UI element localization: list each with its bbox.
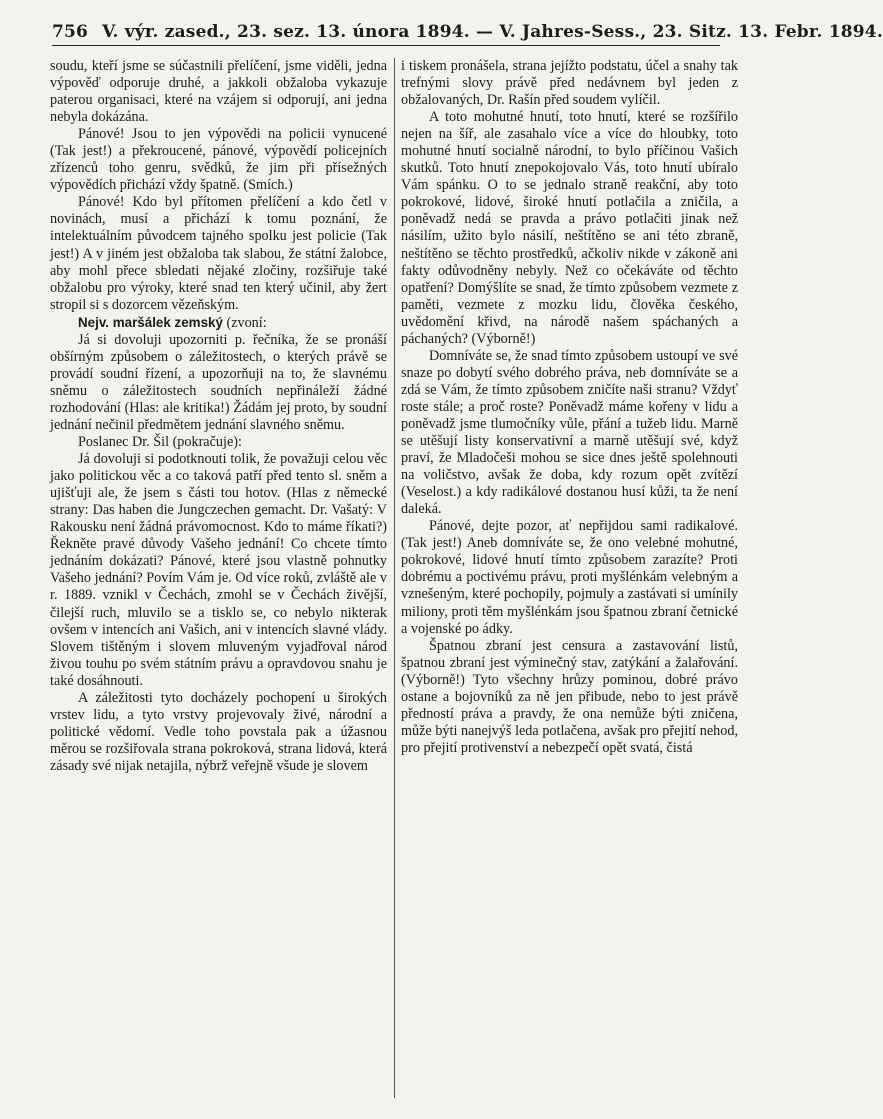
speaker-name: Nejv. maršálek zemský [78,314,223,330]
paragraph: Já dovoluji si podotknouti tolik, že považuji celou věc jako politickou věc a co taková patří před tento sl. sněm a ujišťuji ale, že jsem s části tou hotov. (Hlas z německé strany: Das haben die Jungczechen gemacht. Dr. Vašatý: V Rakousku není žádná právomocnost. Kdo to máme říkati?) Řekněte pravé důvody Vašeho jednání! Co chcete tímto jednáním dokázati? Pánové, které jsou vlastně pohnutky Vašeho jednání? Povím Vám je. Od více roků, zvláště ale v r. 1889. vznikl v Čechách, zmohl se v Čechách živější, čilejší ruch, mluvilo se a tisklo se, co nebylo nikterak ovšem v intencích ani Vašich, ani v intencích slavné vlády. Slovem tištěným i slovem mluveným vyjadřoval národ živou touhu po svém státním právu a opravdovou snahu je také dosáhnouti. [50,451,387,689]
column-divider [394,58,395,1098]
paragraph: Pánové! Kdo byl přítomen přelíčení a kdo četl v novinách, musí a přichází k tomu poznání, že intelektuálním původcem tajného spolku jest policie (Tak jest!) A v jiném jest obžaloba tak slabou, že státní žalobce, aby mohl přece sbledati nějaké zločiny, rozšiřuje také obžalobu pro výroky, které snad ten který učinil, aby žert stropil si s dozorcem vězeňským. [50,194,387,313]
paragraph: soudu, kteří jsme se súčastnili přelíčení, jsme viděli, jedna výpověď odporuje druhé, a jakkoli obžaloba vykazuje paterou organisaci, které na vzájem si odporují, ani jedna nebyla dokázána. [50,58,387,126]
paragraph: i tiskem pronášela, strana jejížto podstatu, účel a snahy tak trefnými slovy právě před nedávnem byl jeden z obžalovaných, Dr. Rašín před soudem vylíčil. [401,58,738,109]
text-columns [50,58,738,1108]
header-title: V. výr. zased., 23. sez. 13. února 1894. — V. Jahres-Sess., 23. Sitz. 13. Febr. 1894. [102,22,883,42]
paragraph: Pánové, dejte pozor, ať nepřijdou sami radikalové. (Tak jest!) Aneb domníváte se, že ono velebné mohutné, pokrokové, lidové hnutí tímto způsobem zarazíte? Proti dobrému a poctivému právu, proti myšlénkám velebným a vznešeným, které pochopily, pojmuly a zastávati si umínily miliony, proti těm myšlénkám jsou špatnou zbraní četnické a vojenské po ádky. [401,518,738,637]
paragraph: A toto mohutné hnutí, toto hnutí, které se rozšířilo nejen na šíř, ale zasahalo více a více do hloubky, toto mohutné hnutí socialně národní, to bylo příčinou Vašich skutků. Toto hnutí znepokojovalo Vás, toto hnutí ubíralo Vám spánku. O to se jednalo straně reakční, aby toto pokrokové, lidové, široké hnutí potlačila a zničila, a poněvadž nedá se pravda a právo potlačiti jinak než násilím, užito bylo násilí, neštítěno se ani této zbraně, neštítěno se těchto prostředků, ačkoliv nikde v zákoně ani fakty odůvodněny nebyly. Než co očekáváte od těchto opatření? Domýšlíte se snad, že tímto způsobem vezmete z paměti, vezmete z mozku lidu, člověka českého, uvědomění křivd, na národě našem spáchaných a páchaných? (Výborně!) [401,109,738,347]
paragraph: Špatnou zbraní jest censura a zastavování listů, špatnou zbraní jest výminečný stav, zatýkání a žalařování. (Výborně!) Tyto všechny hrůzy pominou, dobré právo ostane a bojovníků za ně jen přibude, nebo to jest právě předností práva a pravdy, že ona nemůže býti zničena, může býti nanejvýš leda potlačena, avšak pro přejití nehod, pro přejití protivenství a nebezpečí opět svatá, čistá [401,637,738,756]
speaker-note: (zvoní: [222,314,267,331]
paragraph: Domníváte se, že snad tímto způsobem ustoupí ve své snaze po dobytí svého dobrého práva, neb domníváte se a zdá se Vám, že tímto způsobem zničíte naši stranu? Vždyť roste stále; a proč roste? Poněvadž máme kořeny v lidu a poněvadž jsme tlumočníky vůle, přání a tužeb lidu. Marně se utěšují listy konservativní a marně utěšují své, když praví, že Mladočeši mohou se sice dnes ještě spolehnouti na voličstvo, avšak že doba, kdy rozum opět zvítězí (Veselost.) a kdy radikálové dostanou husí kůži, ta že není daleká. [401,347,738,518]
left-column [50,58,392,1108]
page-number: 756 [52,22,89,42]
paragraph: Já si dovoluji upozorniti p. řečníka, že se pronáší obšírným způsobem o záležitostech, o kterých právě se provádí soudní řízení, a upozorňuji na to, že slavnému sněmu o záležitostech soudních nepřináleží žádné rozhodování (Hlas: ale kritika!) Žádám jej proto, by soudní jednání nečinil předmětem jednání slavného sněmu. [50,331,387,433]
paragraph: A záležitosti tyto docházely pochopení u širokých vrstev lidu, a tyto vrstvy projevovaly živé, národní a politické vědomí. Vedle toho povstala pak a úžasnou měrou se rozšiřovala strana pokroková, strana lidová, která zásady své nijak netajila, nýbrž veřejně všude je slovem [50,689,387,774]
right-column [401,58,738,1108]
speaker-line [50,314,387,332]
paragraph: Pánové! Jsou to jen výpovědi na policii vynucené (Tak jest!) a překroucené, pánové, výpovědí policejních zřízenců toho genru, svědků, že jim při přísežných výpovědích přichází vždy špatně. (Smích.) [50,126,387,194]
page-header [52,12,883,46]
paragraph: Poslanec Dr. Šil (pokračuje): [78,434,242,451]
